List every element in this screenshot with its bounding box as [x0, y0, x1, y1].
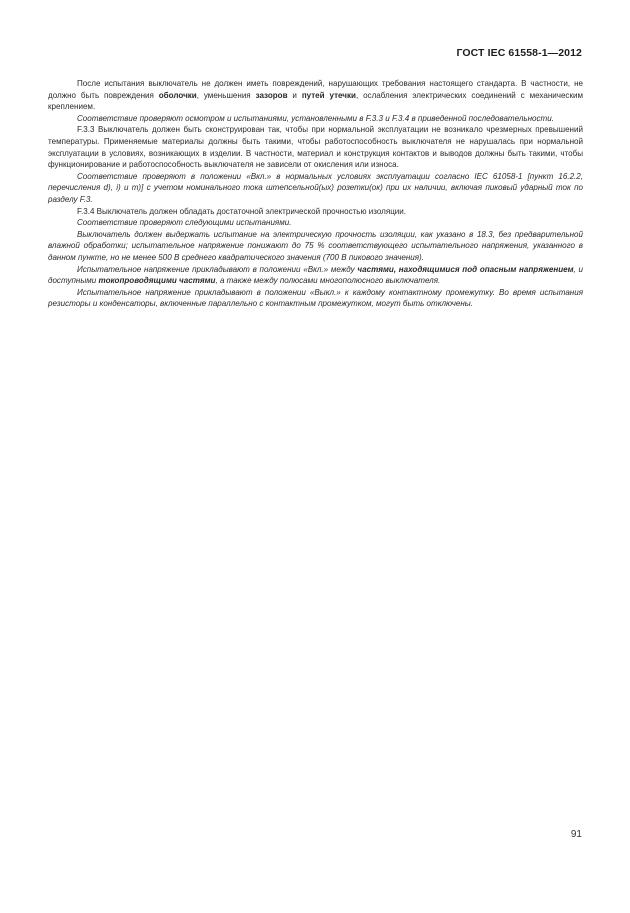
term-creepage-distances: путей утечки — [301, 90, 356, 100]
paragraph-requirements-after-test: После испытания выключатель не должен иметь повреждений, нарушающих требования настоящего стандарта. В частности, не должно быть повреждения оболочки, уменьшения зазоров и путей утечки, ослабления электрических соединений с механическим креплением. — [48, 79, 584, 112]
paragraph-compliance-inspection: Соответствие проверяют осмотром и испытаниями, установленными в F.3.3 и F.3.4 в приведенной последовательности. — [77, 113, 554, 123]
standard-header: ГОСТ IEC 61558-1—2012 — [456, 47, 582, 59]
term-clearances: зазоров — [255, 90, 288, 100]
paragraph-f-3-3: F.3.3 Выключатель должен быть сконструирован так, чтобы при нормальной эксплуатации не возникало чрезмерных превышений температуры. Применяемые материалы должны быть такими, чтобы работоспособность выключателя не нарушалась при нормальной эксплуатации в условиях, возникающих в изделии. В частности, материал и конструкция контактов и выводов должны быть такими, чтобы функционирование и работоспособность выключателя не зависели от окисления или износа. — [48, 125, 583, 170]
paragraph-compliance-following-tests: Соответствие проверяют следующими испытаниями. — [77, 218, 292, 228]
paragraph-test-voltage-off: Испытательное напряжение прикладывают в положении «Выкл.» к каждому контактному промежутку. Во время испытания резисторы и конденсаторы, включенные параллельно с контактным промежутком, могут быть отключены. — [48, 287, 583, 309]
paragraph-test-voltage-on: Испытательное напряжение прикладывают в положении «Вкл.» между частями, находящимися под опасным напряжением, и доступными токопроводящими частями, а также между полюсами многополюсного выключателя. — [48, 264, 583, 286]
paragraph-f-3-4: F.3.4 Выключатель должен обладать достаточной электрической прочностью изоляции. — [77, 206, 407, 216]
paragraph-dielectric-strength-test: Выключатель должен выдержать испытание на электрическую прочность изоляции, как указано в 18.3, без предварительной влажной обработки; испытательное напряжение понижают до 75 % соответствующего испытательного напряжения, указанного в данном пункте, но не менее 500 В среднего квадратического значения (700 В пикового значения). — [48, 229, 583, 262]
term-conductive-parts: токопроводящими частями — [98, 276, 216, 286]
page-number: 91 — [570, 829, 582, 840]
paragraph-compliance-on-position: Соответствие проверяют в положении «Вкл.» в нормальных условиях эксплуатации согласно IEC 61058-1 [пункт 16.2.2, перечисления d), i) и m)] с учетом номинального тока штепсельной(ых) розетки(ок) при их наличии, включая пиковый ударный ток по разделу F.3. — [48, 171, 583, 204]
document-body — [48, 78, 583, 310]
term-enclosure: оболочки — [158, 90, 197, 100]
term-hazardous-live-parts: частями, находящимися под опасным напряжением — [357, 264, 574, 274]
